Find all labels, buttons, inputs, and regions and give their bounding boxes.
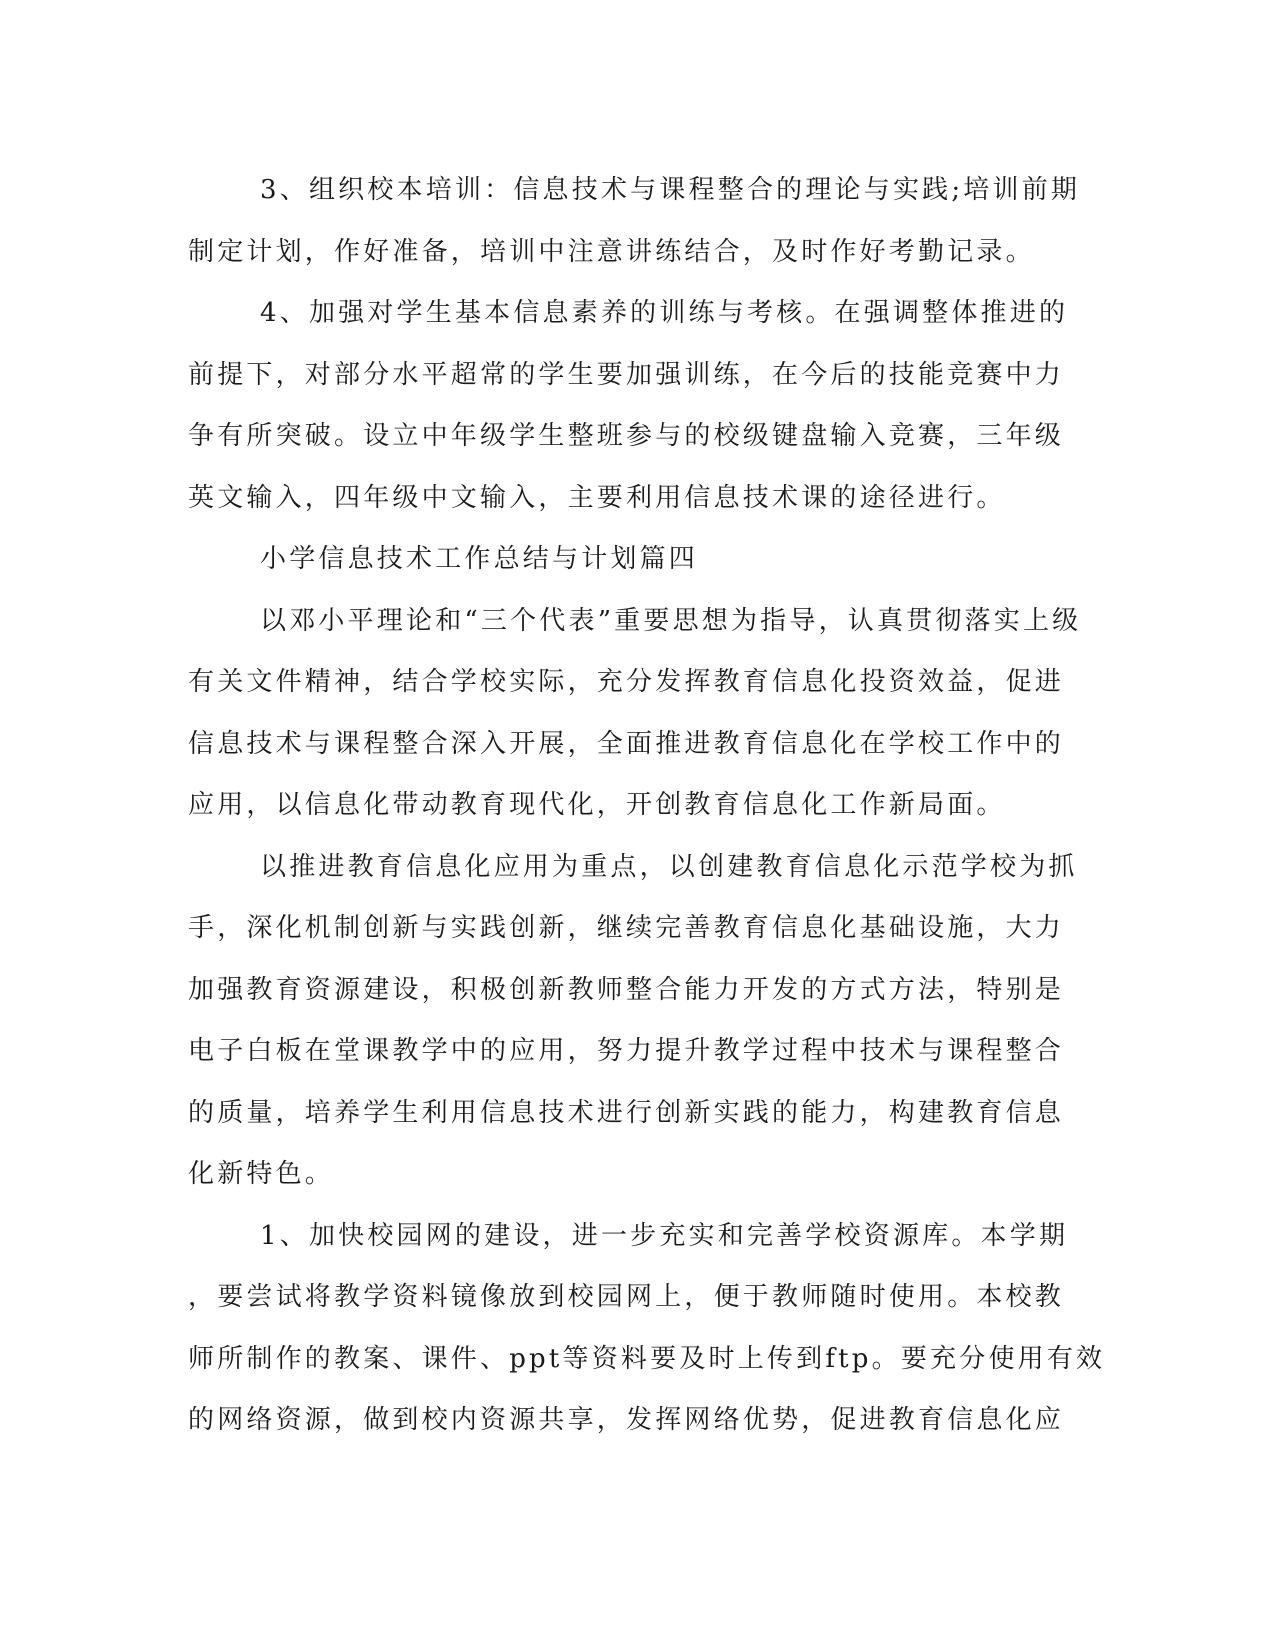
text-line: 以推进教育信息化应用为重点，以创建教育信息化示范学校为抓 [260, 851, 1078, 882]
text-line: 3、组织校本培训：信息技术与课程整合的理论与实践;培训前期 [260, 175, 1081, 205]
section-heading: 小学信息技术工作总结与计划篇四 [260, 544, 699, 574]
text-line: 应用，以信息化带动教育现代化，开创教育信息化工作新局面。 [188, 790, 1006, 820]
text-line: 师所制作的教案、课件、ppt等资料要及时上传到ftp。要充分使用有效 [188, 1343, 1106, 1374]
text-line: 的质量，培养学生利用信息技术进行创新实践的能力，构建教育信息 [188, 1097, 1065, 1128]
text-line: 前提下，对部分水平超常的学生要加强训练，在今后的技能竞赛中力 [188, 359, 1065, 390]
text-line: 的网络资源，做到校内资源共享，发挥网络优势，促进教育信息化应 [188, 1405, 1065, 1435]
text-line: 以邓小平理论和“三个代表”重要思想为指导，认真贯彻落实上级 [260, 605, 1082, 636]
text-line: 有关文件精神，结合学校实际，充分发挥教育信息化投资效益，促进 [188, 667, 1065, 697]
text-line: 英文输入，四年级中文输入，主要利用信息技术课的途径进行。 [188, 482, 1006, 513]
text-line: 1、加快校园网的建设，进一步充实和完善学校资源库。本学期 [260, 1220, 1069, 1251]
text-line: 信息技术与课程整合深入开展，全面推进教育信息化在学校工作中的 [188, 728, 1065, 759]
document-body [188, 160, 1106, 1452]
text-line: 4、加强对学生基本信息素养的训练与考核。在强调整体推进的 [260, 298, 1069, 328]
text-line: 手，深化机制创新与实践创新，继续完善教育信息化基础设施，大力 [188, 913, 1065, 943]
text-line: 加强教育资源建设，积极创新教师整合能力开发的方式方法，特别是 [188, 974, 1065, 1005]
text-line: 电子白板在堂课教学中的应用，努力提升教学过程中技术与课程整合 [188, 1036, 1065, 1066]
text-line: 制定计划，作好准备，培训中注意讲练结合，及时作好考勤记录。 [188, 236, 1035, 267]
text-line: 化新特色。 [188, 1159, 335, 1189]
text-line: ，要尝试将教学资料镜像放到校园网上，便于教师随时使用。本校教 [188, 1282, 1065, 1312]
text-line: 争有所突破。设立中年级学生整班参与的校级键盘输入竞赛，三年级 [188, 421, 1065, 451]
